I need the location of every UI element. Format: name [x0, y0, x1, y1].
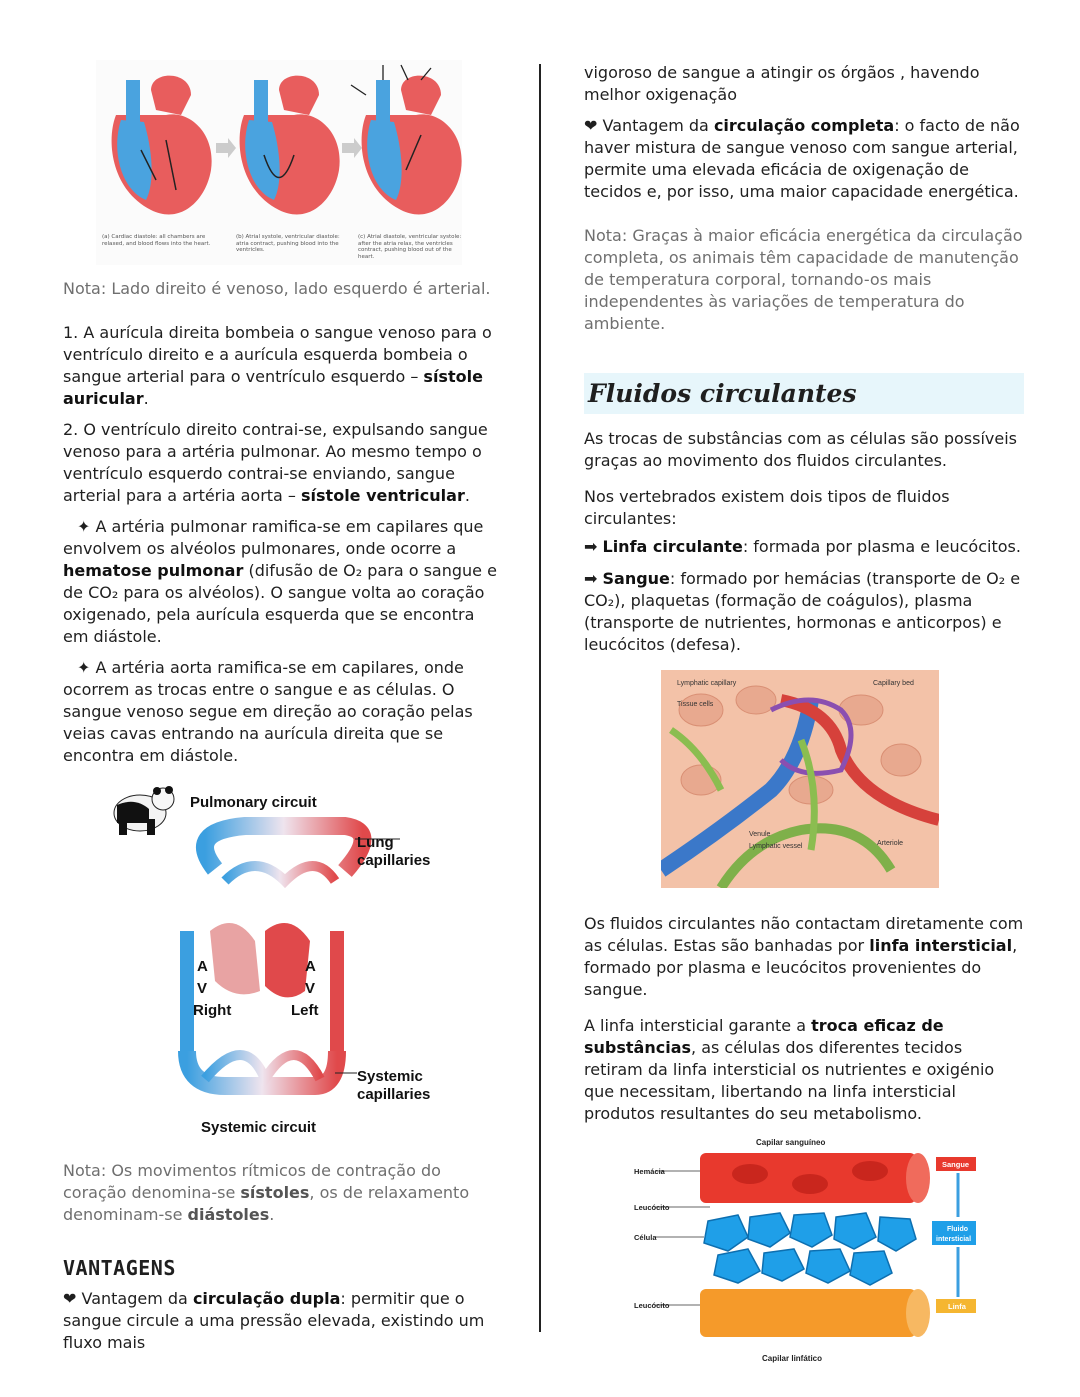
text: , formado por plasma e leucócitos provenientes do sangue. [584, 936, 1018, 999]
text: ➡ [584, 537, 603, 556]
text: Nota: Os movimentos rítmicos de contração do coração denomina-se [63, 1161, 441, 1202]
text: A linfa intersticial garante a [584, 1016, 812, 1035]
label-lymphatic-capillary: Lymphatic capillary [677, 680, 737, 687]
text: , as células dos diferentes tecidos retiram da linfa intersticial os nutrientes e oxigénio que necessitam, libertando na linfa intersticial produtos resultantes do seu metabolismo. [584, 1038, 995, 1123]
paragraph-tipos: Nos vertebrados existem dois tipos de fluidos circulantes: [584, 487, 950, 528]
text: : o facto de não haver mistura de sangue venoso com sangue arterial, permite uma elevada eficácia de oxigenação de tecidos e, por isso, uma maior capacidade energética. [584, 116, 1020, 201]
term-troca-eficaz: troca eficaz de substâncias [584, 1016, 944, 1057]
paragraph-linfa [584, 536, 1024, 558]
paragraph-continuation: vigoroso de sangue a atingir os órgãos , havendo melhor oxigenação [584, 63, 980, 104]
label-capilar-linfatico: Capilar linfático [762, 1354, 823, 1363]
term-linfa-circulante: Linfa circulante [602, 537, 743, 556]
label-right: Right [193, 1002, 232, 1019]
column-divider [539, 64, 541, 1332]
label-capilar-sanguineo: Capilar sanguíneo [756, 1138, 826, 1147]
text: . [269, 1205, 275, 1224]
label-intersticial: intersticial [936, 1236, 972, 1243]
label-venule: Venule [749, 831, 771, 838]
text: ➡ [584, 569, 603, 588]
text: 2. O ventrículo direito contrai-se, expulsando sangue venoso para a artéria pulmonar. Ao mesmo tempo o ventrículo esquerdo contrai-se enviando, sangue arterial para a artéria aorta – [63, 420, 488, 505]
paragraph-vantagem-dupla [63, 1288, 500, 1354]
label-capillary-bed: Capillary bed [873, 680, 914, 687]
label-tissue-cells: Tissue cells [677, 701, 714, 708]
paragraph-linfa-intersticial [584, 913, 1024, 1001]
paragraph-step-2 [63, 419, 500, 507]
panda-icon [114, 786, 174, 835]
label-v-right: V [197, 980, 208, 997]
note-temperature: Nota: Graças à maior eficácia energética da circulação completa, os animais têm capacidade de manutenção de temperatura corporal, tornando-os mais independentes às variações de temperatura do ambiente. [584, 226, 1023, 333]
circuit-figure [105, 781, 455, 1145]
paragraph-step-1 [63, 322, 500, 410]
label-hemacia: Hemácia [634, 1167, 665, 1176]
text: ❤ Vantagem da [63, 1289, 193, 1308]
heart-caption-b: (b) Atrial systole, ventricular diastole: atria contract, pushing blood into the ventricles. [236, 234, 340, 253]
text: (difusão de O₂ para o sangue e de CO₂ para os alvéolos). O sangue volta ao coração oxigenado, pela aurícula esquerda que se encontra em diástole. [63, 561, 497, 646]
heart-cycle-illustration [96, 60, 462, 232]
label-pulmonary-circuit: Pulmonary circuit [190, 794, 317, 811]
text: ✦ A artéria pulmonar ramifica-se em capilares que envolvem os alvéolos pulmonares, onde ocorre a [63, 517, 484, 558]
capillary-bed-illustration [661, 670, 939, 888]
note-sides: Nota: Lado direito é venoso, lado esquerdo é arterial. [63, 279, 491, 298]
label-a-right: A [197, 958, 208, 975]
label-lymphatic-vessel: Lymphatic vessel [749, 843, 803, 850]
text: . [464, 486, 470, 505]
label-celula: Célula [634, 1233, 657, 1242]
paragraph-troca-eficaz [584, 1015, 1024, 1125]
term-diastoles: diástoles [187, 1205, 270, 1224]
term-sistole-auricular: sístole auricular [63, 367, 483, 408]
label-lung-capillaries: capillaries [357, 852, 431, 869]
heart-caption-a: (a) Cardiac diastole: all chambers are relaxed, and blood flows into the heart. [102, 234, 211, 247]
label-left: Left [291, 1002, 319, 1019]
term-sistoles: sístoles [240, 1183, 310, 1202]
left-column [63, 60, 500, 1354]
text: ❤ Vantagem da [584, 116, 714, 135]
capillary-bed-figure [661, 670, 939, 888]
term-sistole-ventricular: sístole ventricular [301, 486, 465, 505]
heading-vantagens: VANTAGENS [63, 1256, 176, 1280]
double-circulation-diagram [105, 781, 455, 1145]
term-circulacao-dupla: circulação dupla [192, 1289, 341, 1308]
label-sangue: Sangue [942, 1160, 970, 1169]
heart-caption-c: (c) Atrial diastole, ventricular systole: after the atria relax, the ventricles contract, pushing blood out of the heart. [358, 234, 462, 260]
note-sistoles [63, 1160, 500, 1226]
label-v-left: V [305, 980, 316, 997]
label-systemic-circuit: Systemic circuit [201, 1119, 317, 1136]
term-sangue: Sangue [602, 569, 670, 588]
label-leucocito-top: Leucócito [634, 1203, 670, 1212]
label-fluido: Fluido [947, 1226, 968, 1233]
substance-exchange-illustration [600, 1129, 976, 1365]
exchange-figure [600, 1129, 976, 1365]
right-column [584, 62, 1024, 1365]
text: Os fluidos circulantes não contactam diretamente com as células. Estas são banhadas por [584, 914, 1024, 955]
text: : formado por hemácias (transporte de O₂ e CO₂), plaquetas (formação de coágulos), plasma (transporte de nutrientes, hormonas e anticorpos) e leucócitos (defesa). [584, 569, 1021, 654]
label-systemic: Systemic [357, 1068, 423, 1085]
label-systemic-capillaries: capillaries [357, 1086, 431, 1103]
paragraph-sangue [584, 568, 1024, 656]
paragraph-trocas: As trocas de substâncias com as células são possíveis graças ao movimento dos fluidos circulantes. [584, 429, 1017, 470]
heart-cycle-figure [96, 60, 462, 265]
term-linfa-intersticial: linfa intersticial [869, 936, 1013, 955]
text: : permitir que o sangue circule a uma pressão elevada, existindo um fluxo mais [63, 1289, 485, 1352]
label-lung: Lung [357, 834, 394, 851]
paragraph-vantagem-completa [584, 115, 1024, 203]
term-hematose: hematose pulmonar [63, 561, 244, 580]
label-a-left: A [305, 958, 316, 975]
text: , os de relaxamento denominam-se [63, 1183, 470, 1224]
label-linfa: Linfa [948, 1302, 966, 1311]
label-arteriole: Arteriole [877, 840, 904, 847]
paragraph-pulmonary [63, 516, 500, 648]
text: : formada por plasma e leucócitos. [742, 537, 1021, 556]
text: 1. A aurícula direita bombeia o sangue venoso para o ventrículo direito e a aurícula esquerda bombeia o sangue arterial para o ventrículo esquerdo – [63, 323, 492, 386]
text: . [143, 389, 149, 408]
label-leucocito-bottom: Leucócito [634, 1301, 670, 1310]
paragraph-aorta: ✦ A artéria aorta ramifica-se em capilares, onde ocorrem as trocas entre o sangue e as células. O sangue venoso segue em direção ao coração pelas veias cavas entrando na aurícula direita que se encontra em diástole. [63, 658, 473, 765]
term-circulacao-completa: circulação completa [713, 116, 895, 135]
heading-fluidos-circulantes: Fluidos circulantes [584, 373, 1024, 414]
